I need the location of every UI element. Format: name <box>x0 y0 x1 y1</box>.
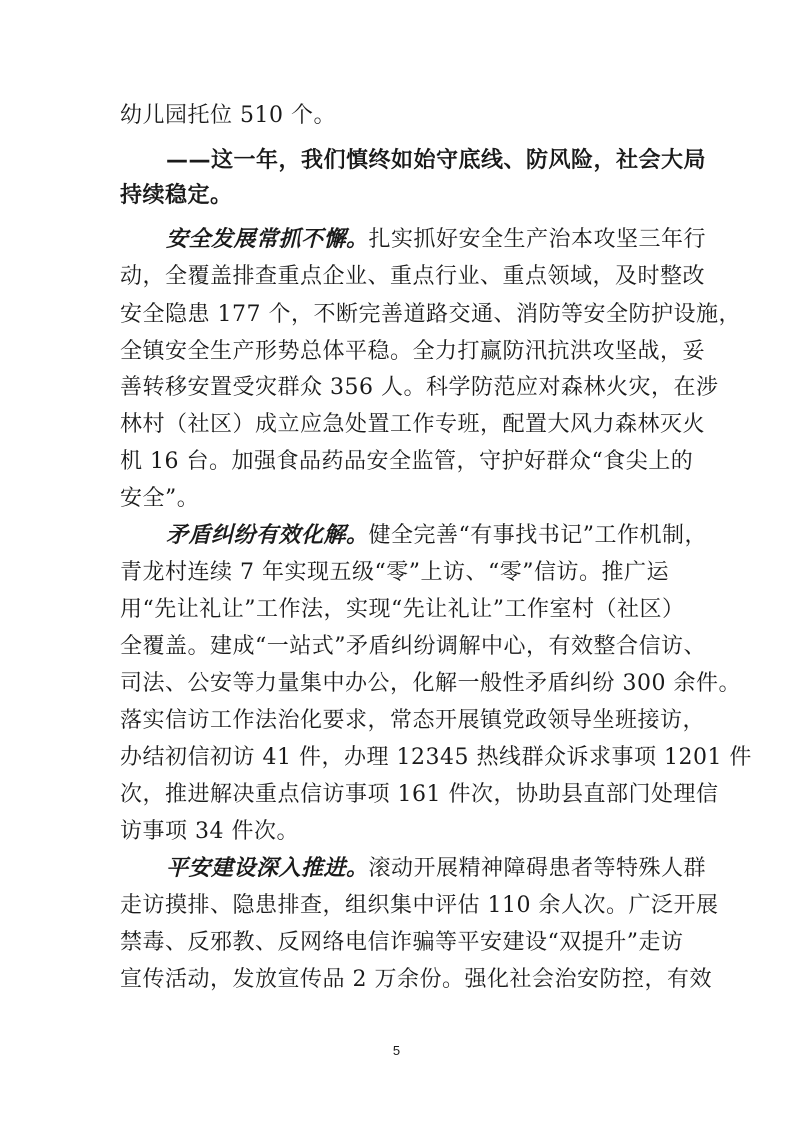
paragraph-2-text: 健全完善“有事找书记”工作机制， <box>368 523 708 548</box>
text-line: 禁毒、反邪教、反网络电信诈骗等平安建设“双提升”走访 <box>120 930 684 955</box>
text-line: 林村（社区）成立应急处置工作专班，配置大风力森林灭火 <box>120 412 706 437</box>
text-line: 安全”。 <box>120 486 200 511</box>
text-line: 用“先让礼让”工作法，实现“先让礼让”工作室村（社区） <box>120 597 685 622</box>
paragraph-1-text: 扎实抓好安全生产治本攻坚三年行 <box>368 227 707 252</box>
paragraph-1-first-line <box>166 229 706 251</box>
text-line: 宣传活动，发放宣传品 2 万余份。强化社会治安防控，有效 <box>120 967 712 992</box>
paragraph-3-text: 滚动开展精神障碍患者等特殊人群 <box>368 856 707 881</box>
text-line: 司法、公安等力量集中办公，化解一般性矛盾纠纷 300 余件。 <box>120 671 741 696</box>
paragraph-1-heading: 安全发展常抓不懈。 <box>166 227 369 252</box>
paragraph-2-first-line <box>166 525 707 547</box>
text-line: 次，推进解决重点信访事项 161 件次，协助县直部门处理信 <box>120 782 719 807</box>
text-line: 全镇安全生产形势总体平稳。全力打赢防汛抗洪攻坚战，妥 <box>120 339 706 364</box>
text-line: 幼儿园托位 510 个。 <box>120 103 336 128</box>
text-line: 落实信访工作法治化要求，常态开展镇党政领导坐班接访， <box>120 708 706 733</box>
section-summary: ——这一年，我们慎终如始守底线、防风险，社会大局 <box>166 148 707 173</box>
text-line: 善转移安置受灾群众 356 人。科学防范应对森林火灾，在涉 <box>120 375 719 400</box>
paragraph-3-heading: 平安建设深入推进。 <box>166 856 369 881</box>
text-line: 全覆盖。建成“一站式”矛盾纠纷调解中心，有效整合信访、 <box>120 634 706 659</box>
text-line: 青龙村连续 7 年实现五级“零”上访、“零”信访。推广运 <box>120 560 669 585</box>
text-line: 访事项 34 件次。 <box>120 819 299 844</box>
text-line: 走访摸排、隐患排查，组织集中评估 110 余人次。广泛开展 <box>120 893 719 918</box>
section-summary-cont: 持续稳定。 <box>120 183 233 208</box>
paragraph-3-first-line <box>166 858 706 880</box>
text-line: 办结初信初访 41 件，办理 12345 热线群众诉求事项 1201 件 <box>120 745 752 770</box>
paragraph-2-heading: 矛盾纠纷有效化解。 <box>166 523 369 548</box>
text-line: 机 16 台。加强食品药品安全监管，守护好群众“食尖上的 <box>120 449 694 474</box>
text-line: 动，全覆盖排查重点企业、重点行业、重点领域，及时整改 <box>120 264 706 289</box>
page-number: 5 <box>392 1043 401 1058</box>
text-line: 安全隐患 177 个，不断完善道路交通、消防等安全防护设施， <box>120 302 741 327</box>
